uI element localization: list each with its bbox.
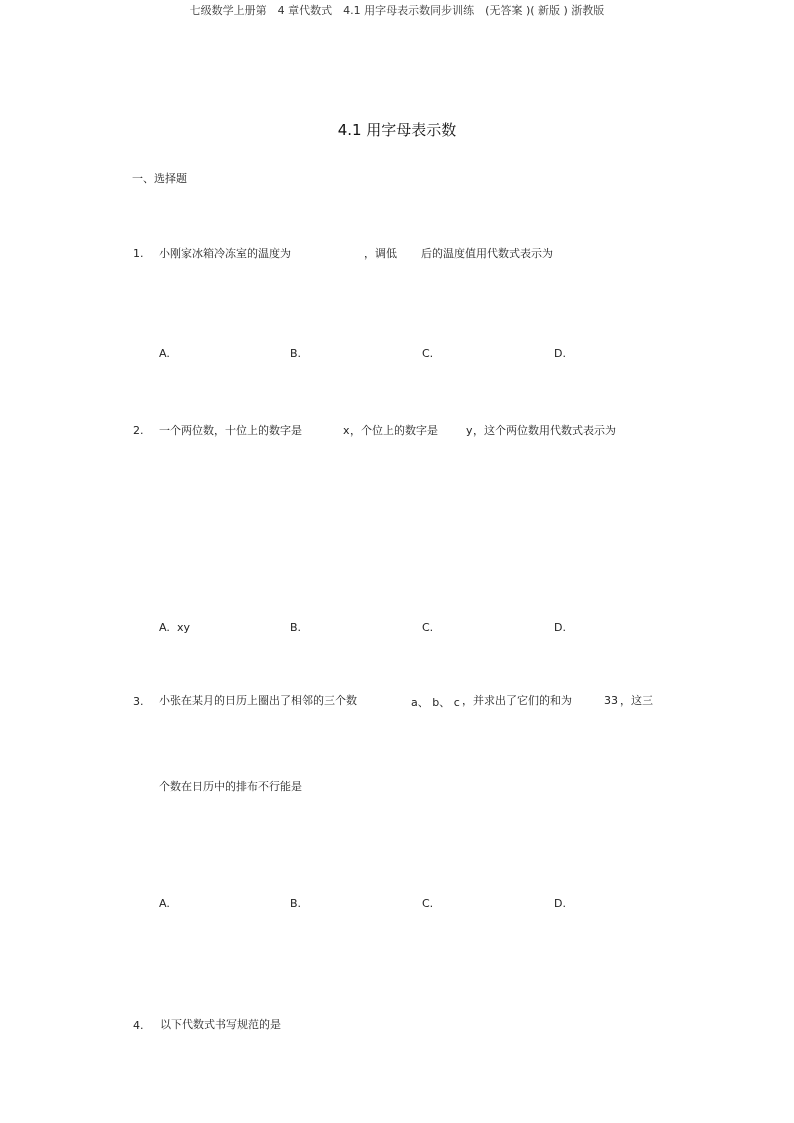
option-c: C.	[422, 347, 434, 360]
option-d: D.	[554, 621, 566, 634]
question-text: 小刚家冰箱冷冻室的温度为	[159, 247, 291, 260]
question-text: 小张在某月的日历上圈出了相邻的三个数	[159, 694, 357, 707]
question-text: 一个两位数，十位上的数字是	[159, 424, 302, 437]
question-text: ，并求出了它们的和为	[462, 694, 572, 707]
question-number: 1.	[133, 247, 144, 260]
option-a: A.	[159, 897, 170, 910]
variable-x: x	[343, 424, 350, 437]
option-b: B.	[290, 621, 302, 634]
variable-y: y	[466, 424, 473, 437]
option-c: C.	[422, 897, 434, 910]
section-heading: 一、选择题	[132, 172, 187, 185]
page-header: 七级数学上册第 4 章代数式 4.1 用字母表示数同步训练 (无答案 )( 新版 ) 浙教版	[189, 4, 605, 17]
question-number: 2.	[133, 424, 144, 437]
option-c: C.	[422, 621, 434, 634]
option-a: A.	[159, 621, 170, 634]
variables-abc: a、 b、 c	[411, 696, 460, 709]
option-b: B.	[290, 347, 302, 360]
option-a-value: xy	[177, 621, 191, 634]
question-text: ，这三	[620, 694, 653, 707]
question-number: 3.	[133, 695, 144, 708]
question-number: 4.	[133, 1019, 144, 1032]
question-text: 后的温度值用代数式表示为	[421, 247, 553, 260]
option-d: D.	[554, 897, 566, 910]
sum-value: 33	[604, 694, 618, 707]
option-b: B.	[290, 897, 302, 910]
option-a: A.	[159, 347, 170, 360]
question-text: 以下代数式书写规范的是	[160, 1018, 281, 1031]
question-text-line2: 个数在日历中的排布不行能是	[159, 780, 302, 793]
option-d: D.	[554, 347, 566, 360]
question-text: ，个位上的数字是	[350, 424, 438, 437]
question-text: ，这个两位数用代数式表示为	[473, 424, 616, 437]
question-text: ，调低	[364, 247, 397, 260]
page-title: 4.1 用字母表示数	[337, 121, 457, 139]
